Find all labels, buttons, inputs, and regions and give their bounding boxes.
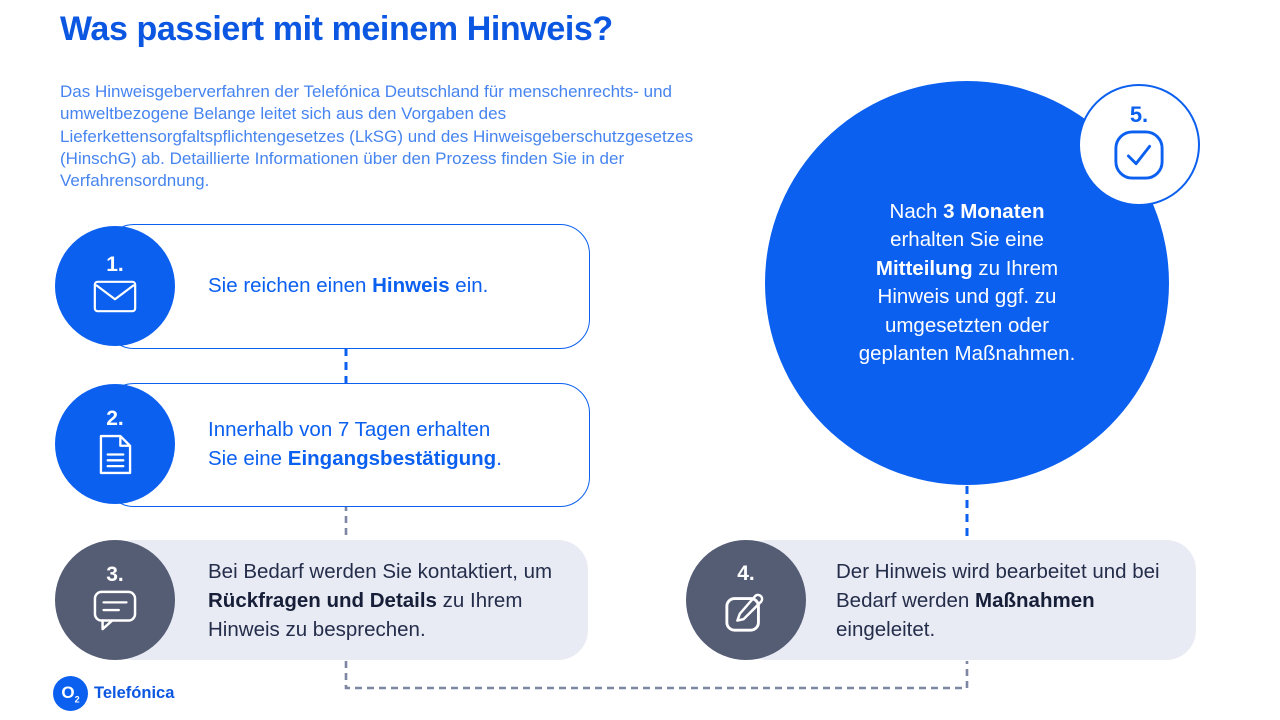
o2-logo-symbol: $O_2$ bbox=[61, 682, 80, 705]
step-2-circle bbox=[55, 384, 175, 504]
step-3-text: Bei Bedarf werden Sie kontaktiert, um Rückfragen und Details zu Ihrem Hinweis zu besprechen. bbox=[208, 559, 553, 641]
step-5-text: Nach 3 Monaten erhalten Sie eine Mitteilung zu Ihrem Hinweis und ggf. zu umgesetzten oder geplanten Maßnahmen. bbox=[858, 199, 1076, 365]
step-2-text: Innerhalb von 7 Tagen erhalten Sie eine Eingangsbestätigung. bbox=[208, 418, 502, 470]
step-5-number: 5. bbox=[1129, 102, 1149, 127]
step-1-circle bbox=[55, 226, 175, 346]
step-4-text: Der Hinweis wird bearbeitet und bei Bedarf werden Maßnahmen eingeleitet. bbox=[836, 559, 1160, 641]
step-1-number: 1. bbox=[106, 253, 124, 276]
step-3-number: 3. bbox=[106, 562, 124, 586]
brand-name: Telefónica bbox=[94, 684, 175, 702]
step-5-circle bbox=[1078, 84, 1200, 206]
speech-bubble-icon bbox=[93, 590, 137, 637]
intro-paragraph: Das Hinweisgeberverfahren der Telefónica Deutschland für menschenrechts- und umweltbezogene Belange leitet sich aus den Vorgaben des Lieferkettensorgfaltspflichtengesetzes (LkSG) und des Hinweisgeberschutzgesetzes (HinschG) ab. Detaillierte Informationen über den Prozess finden Sie in der Verfahrensordnung. bbox=[60, 82, 694, 191]
document-icon bbox=[99, 434, 132, 480]
step-4-circle bbox=[686, 540, 806, 660]
envelope-icon bbox=[93, 280, 137, 318]
step-4-number: 4. bbox=[737, 561, 755, 585]
check-circle-icon bbox=[1113, 129, 1165, 186]
step-3-circle bbox=[55, 540, 175, 660]
edit-icon bbox=[724, 589, 768, 638]
step-1-text: Sie reichen einen Hinweis ein. bbox=[208, 274, 489, 297]
o2-logo-icon bbox=[53, 676, 88, 711]
step-2-number: 2. bbox=[106, 407, 124, 430]
page-title: Was passiert mit meinem Hinweis? bbox=[60, 10, 613, 48]
connector-step3-step4 bbox=[346, 661, 967, 688]
